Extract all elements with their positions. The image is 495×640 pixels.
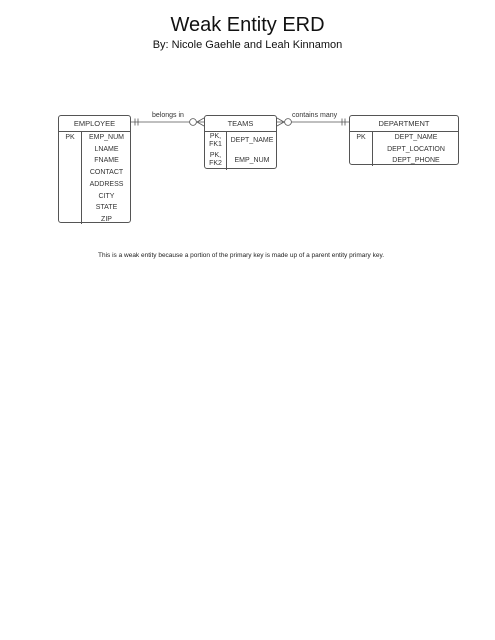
attribute-lname: LNAME [94,145,119,153]
pk-fk2-label: PK, FK2 [209,152,222,167]
teams-zero-mark [190,119,197,126]
entity-department[interactable] [349,115,459,165]
attribute-contact: CONTACT [89,169,124,177]
attribute-city: CITY [98,192,115,200]
teams-crow-foot-2 [197,122,204,126]
weak-entity-note: This is a weak entity because a portion of the primary key is made up of a parent entity primary key. [98,252,385,259]
attribute-state: STATE [95,204,118,212]
entity-header: EMPLOYEE [59,116,130,132]
teams-crow-foot-3 [277,118,284,122]
pk-label: PK [65,134,75,141]
attribute-emp-num: EMP_NUM [234,157,270,164]
entity-employee[interactable] [58,115,131,223]
attribute-dept-location: DEPT_LOCATION [387,145,445,153]
attribute-dept-phone: DEPT_PHONE [392,157,440,165]
key-column [59,132,82,224]
diagram-title: Weak Entity ERD [170,14,325,36]
attribute-fname: FNAME [94,157,119,165]
teams-zero-mark-2 [285,119,292,126]
teams-crow-foot-1 [197,118,204,122]
entity-header: TEAMS [205,116,276,132]
diagram-subtitle: By: Nicole Gaehle and Leah Kinnamon [152,39,343,51]
relationship-label-contains-many: contains many [292,112,338,119]
attribute-dept-name: DEPT_NAME [394,134,438,141]
pk-fk1-label: PK, FK1 [209,133,222,148]
relationship-label-belongs-in: belongs in [152,112,184,119]
teams-crow-foot-4 [277,122,284,126]
attribute-dept-name: DEPT_NAME [230,137,274,144]
pk-label: PK [356,134,366,141]
entity-teams[interactable] [204,115,277,169]
entity-header: DEPARTMENT [350,116,458,132]
attribute-zip: ZIP [101,215,112,223]
attribute-address: ADDRESS [89,180,124,188]
attribute-emp-num: EMP_NUM [88,134,124,141]
